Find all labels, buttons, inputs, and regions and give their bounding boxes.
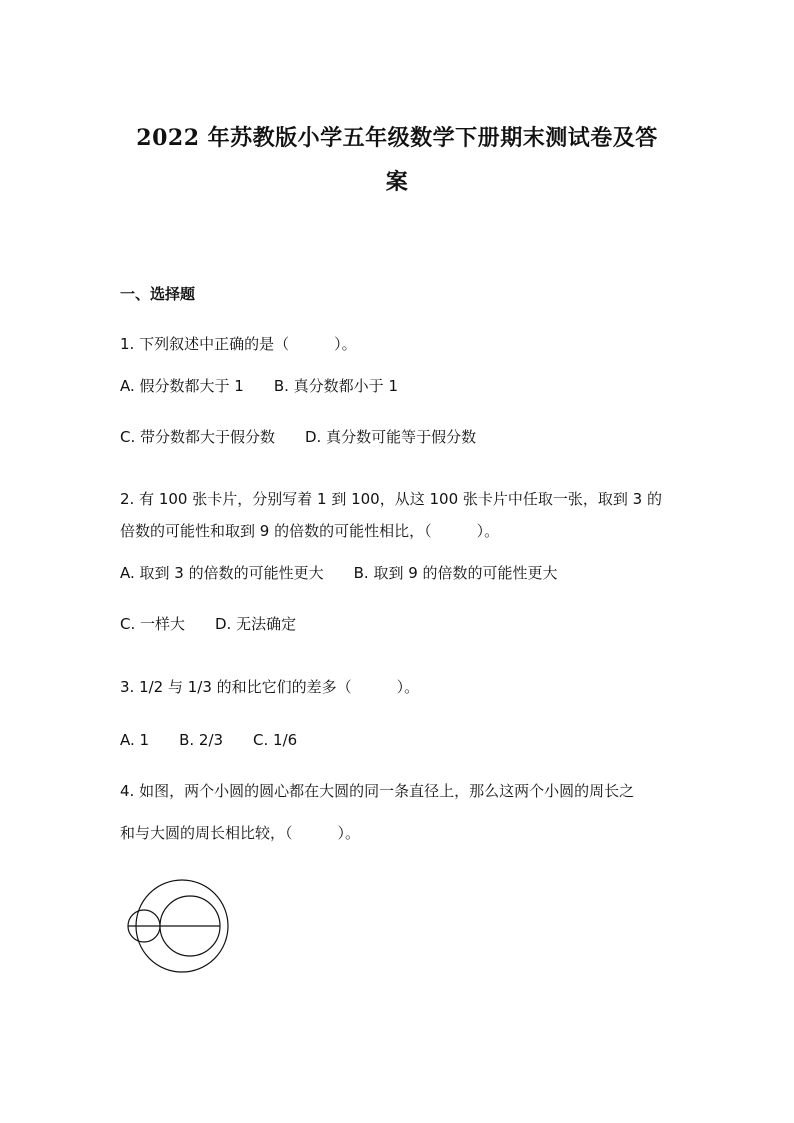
question-1-options-line-1: A. 假分数都大于 1 B. 真分数都小于 1 [120, 377, 398, 395]
question-3-stem: 3. 1/2 与 1/3 的和比它们的差多（ ）。 [120, 678, 420, 696]
document-title-line-1: 2022 年苏教版小学五年级数学下册期末测试卷及答 [136, 125, 658, 151]
question-2-options-line-1: A. 取到 3 的倍数的可能性更大 B. 取到 9 的倍数的可能性更大 [120, 564, 558, 582]
circles-figure [120, 874, 246, 978]
question-3-options: A. 1 B. 2/3 C. 1/6 [120, 731, 298, 749]
question-2-options-line-2: C. 一样大 D. 无法确定 [120, 615, 297, 633]
question-2-stem-line-2: 倍数的可能性和取到 9 的倍数的可能性相比，（ ）。 [120, 522, 500, 540]
question-1-options-line-2: C. 带分数都大于假分数 D. 真分数可能等于假分数 [120, 428, 477, 446]
question-2-stem-line-1: 2. 有 100 张卡片，分别写着 1 到 100，从这 100 张卡片中任取一张，取到 3 的 [120, 490, 662, 508]
section-heading: 一、选择题 [120, 285, 196, 303]
question-4-stem-line-2: 和与大圆的周长相比较，（ ）。 [120, 824, 361, 842]
question-4-stem-line-1: 4. 如图，两个小圆的圆心都在大圆的同一条直径上，那么这两个小圆的周长之 [120, 782, 635, 800]
question-1-stem: 1. 下列叙述中正确的是（ ）。 [120, 335, 357, 353]
document-title-line-2: 案 [385, 169, 409, 195]
